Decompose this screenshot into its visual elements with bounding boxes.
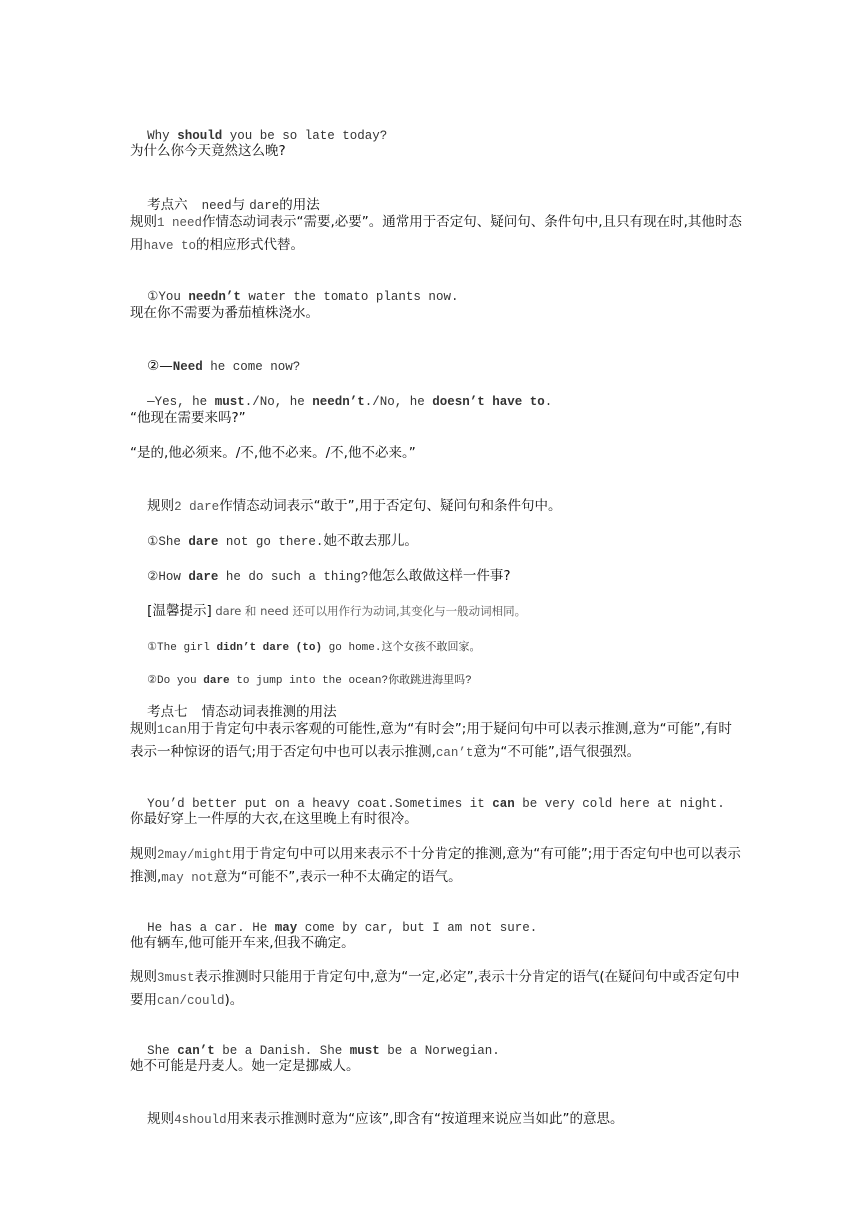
text: 与 xyxy=(231,197,246,213)
text: not go there. xyxy=(218,535,324,549)
rule-paragraph xyxy=(130,966,742,1012)
text: ②How xyxy=(147,570,189,584)
keyword: may xyxy=(274,921,298,935)
translation: 她不可能是丹麦人。她一定是挪威人。 xyxy=(130,1058,360,1074)
text: to jump into the ocean?你敢跳进海里吗? xyxy=(229,675,472,687)
rule-label: 规则 xyxy=(147,498,175,514)
heading-label: 考点七 xyxy=(147,704,188,720)
text: ①You xyxy=(147,290,189,304)
tip-label: [温馨提示] xyxy=(147,603,212,619)
text: ./No, he xyxy=(244,395,313,409)
text: 2may/might xyxy=(157,848,233,862)
keyword: Need xyxy=(172,360,203,374)
text: She xyxy=(147,1044,178,1058)
text: 作情态动词表示“需要,必要”。通常用于否定句、疑问句、条件句中,且只有现在时,其他时态用 xyxy=(130,214,742,253)
keyword: dare xyxy=(203,675,230,687)
text: 的相应形式代替。 xyxy=(196,237,305,253)
text: 3must xyxy=(157,971,195,985)
text: 她不敢去那儿。 xyxy=(323,533,418,549)
text: can’t xyxy=(435,746,474,760)
text: He has a car. He xyxy=(147,921,275,935)
translation: 他有辆车,他可能开车来,但我不确定。 xyxy=(130,935,355,951)
keyword: doesn’t have to xyxy=(432,395,545,409)
translation: “是的,他必须来。/不,他不必来。/不,他不必来。” xyxy=(130,445,416,461)
rule-label: 规则 xyxy=(147,1111,175,1127)
keyword: can’t xyxy=(177,1044,215,1058)
text: ②Do you xyxy=(147,675,204,687)
rule-label: 规则 xyxy=(130,969,157,985)
text: water the tomato plants now. xyxy=(240,290,459,304)
text: go home.这个女孩不敢回家。 xyxy=(322,642,481,654)
text: 2 dare xyxy=(174,500,220,514)
keyword: must xyxy=(214,395,245,409)
text: 用来表示推测时意为“应该”,即含有“按道理来说应当如此”的意思。 xyxy=(226,1111,624,1127)
keyword: dare xyxy=(188,535,219,549)
rule-label: 规则 xyxy=(130,214,157,230)
text: . xyxy=(544,395,553,409)
translation: “他现在需要来吗?” xyxy=(130,410,246,426)
text: you be so late today? xyxy=(222,129,388,143)
text: 用于肯定句中可以用来表示不十分肯定的推测,意为“有可能”;用于否定句中也可以表示推测, xyxy=(130,846,741,885)
text: be a Danish. She xyxy=(214,1044,350,1058)
text: ②— xyxy=(147,358,173,374)
keyword: needn’t xyxy=(188,290,241,304)
rule-paragraph xyxy=(130,1092,623,1147)
text: be a Norwegian. xyxy=(379,1044,500,1058)
keyword: must xyxy=(349,1044,380,1058)
text: need xyxy=(201,199,232,213)
text: may not xyxy=(161,871,214,885)
text: —Yes, he xyxy=(147,395,215,409)
text: be very cold here at night. xyxy=(514,797,725,811)
text: 4should xyxy=(174,1113,227,1127)
keyword: didn’t dare (to) xyxy=(216,642,323,654)
text: 意为“不可能”,语气很强烈。 xyxy=(473,744,641,760)
rule-paragraph xyxy=(130,211,742,257)
keyword: dare xyxy=(188,570,219,584)
text: 1can xyxy=(157,723,188,737)
text: can/could xyxy=(157,994,225,1008)
translation: 为什么你今天竟然这么晚? xyxy=(130,143,286,159)
translation: 你最好穿上一件厚的大衣,在这里晚上有时很冷。 xyxy=(130,811,418,827)
text: 用于肯定句中表示客观的可能性,意为“有时会”;用于疑问句中可以表示推测,意为“可能”,有时表示一种惊讶的语气;用于否定句中也可以表示推测, xyxy=(130,721,732,760)
text: dare xyxy=(249,199,280,213)
keyword: should xyxy=(177,129,223,143)
text: You’d better put on a heavy coat.Sometimes it xyxy=(147,797,493,811)
rule-label: 规则 xyxy=(130,721,157,737)
text: Why xyxy=(147,129,178,143)
text: ./No, he xyxy=(364,395,433,409)
text: he do such a thing? xyxy=(218,570,369,584)
rule-paragraph xyxy=(130,718,742,764)
text: 的用法 xyxy=(279,197,320,213)
heading-label: 考点六 xyxy=(147,197,188,213)
text: 表示推测时只能用于肯定句中,意为“一定,必定”,表示十分肯定的语气(在疑问句中或否定句中要用 xyxy=(130,969,740,1008)
text: ①The girl xyxy=(147,642,217,654)
text: he come now? xyxy=(202,360,301,374)
keyword: needn’t xyxy=(312,395,365,409)
text: 意为“可能不”,表示一种不太确定的语气。 xyxy=(213,869,462,885)
translation: 现在你不需要为番茄植株浇水。 xyxy=(130,305,319,321)
text: dare 和 need 还可以用作行为动词,其变化与一般动词相同。 xyxy=(211,604,527,618)
text: 情态动词表推测的用法 xyxy=(201,704,337,720)
text: come by car, but I am not sure. xyxy=(297,921,538,935)
text: ①She xyxy=(147,535,189,549)
text: 作情态动词表示“敢于”,用于否定句、疑问句和条件句中。 xyxy=(219,498,562,514)
text: have to xyxy=(143,239,197,253)
text: 他怎么敢做这样一件事? xyxy=(368,568,511,584)
rule-paragraph xyxy=(130,843,742,889)
keyword: can xyxy=(492,797,515,811)
text: 1 need xyxy=(157,216,203,230)
text: )。 xyxy=(224,992,244,1008)
rule-label: 规则 xyxy=(130,846,157,862)
